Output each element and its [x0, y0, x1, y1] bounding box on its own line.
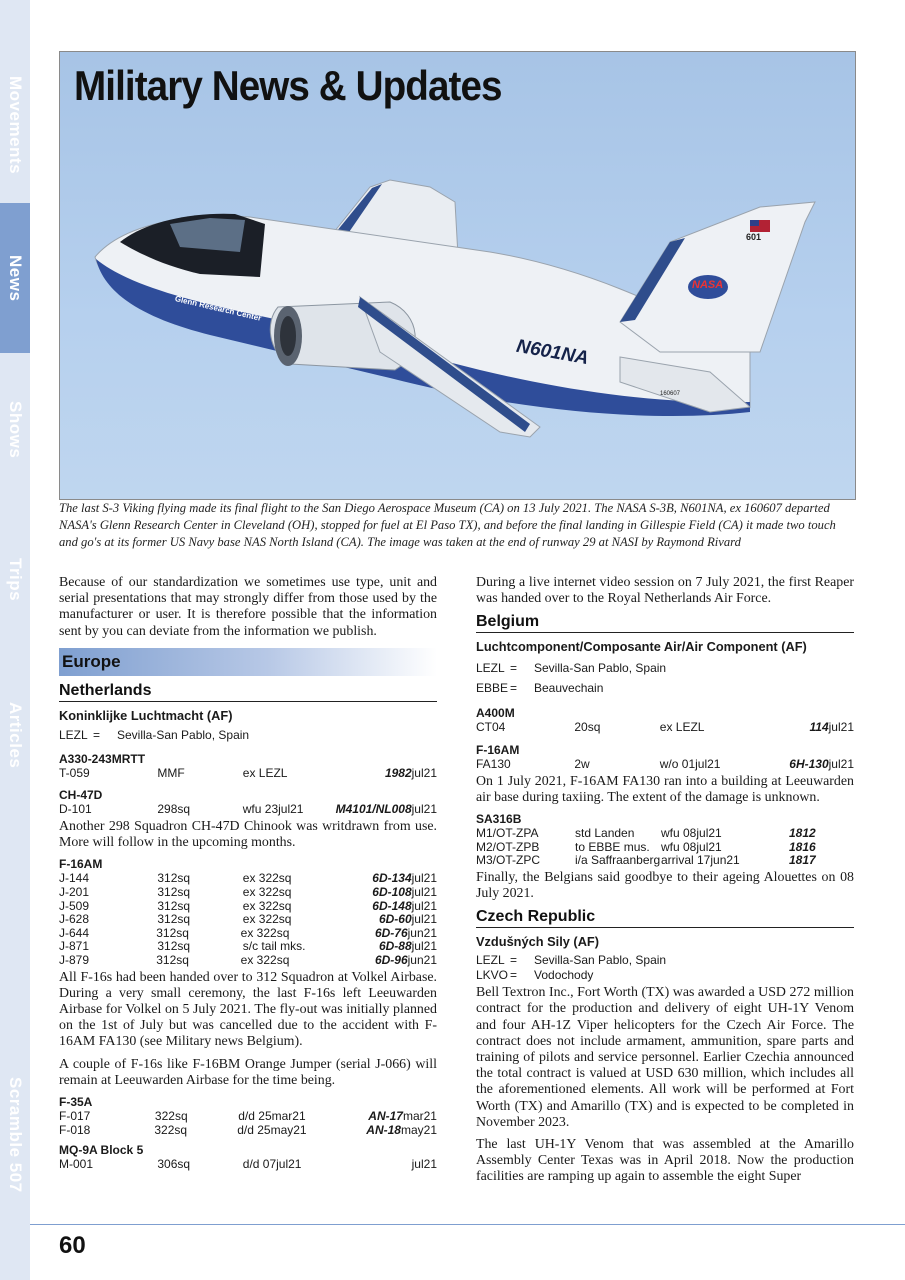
table-row: T-059 MMF ex LEZL 1982 jul21 — [59, 765, 437, 780]
code-row: LEZL = Sevilla-San Pablo, Spain — [476, 661, 667, 676]
table-row: F-017 322sq d/d 25mar21 AN-17 mar21 — [59, 1108, 437, 1123]
table-row: J-628 312sq ex 322sq 6D-60 jul21 — [59, 912, 437, 927]
page-number: 60 — [59, 1232, 86, 1259]
code-row: LEZL = Sevilla-San Pablo, Spain — [59, 727, 250, 742]
table-row: J-509 312sq ex 322sq 6D-148 jul21 — [59, 898, 437, 913]
table-row: J-201 312sq ex 322sq 6D-108 jul21 — [59, 885, 437, 899]
airfield-codes — [476, 658, 854, 698]
table-row: J-879 312sq ex 322sq 6D-96 jun21 — [59, 952, 437, 967]
page-title: Military News & Updates — [74, 62, 502, 109]
fa130-text: On 1 July 2021, F-16AM FA130 ran into a building at Leeuwarden air base during taxiing. The extent of the damage is unknown. — [476, 773, 854, 805]
type-f16am-be: F-16AM — [476, 743, 520, 757]
right-column — [476, 575, 854, 1192]
side-tab-scramble[interactable]: Scramble 507 — [6, 1077, 25, 1193]
reaper-text: During a live internet video session on 7 July 2021, the first Reaper was handed over to the Royal Netherlands Air Force. — [476, 575, 854, 607]
code-row: LEZL = Sevilla-San Pablo, Spain — [476, 953, 667, 968]
table-row: FA130 2w w/o 01jul21 6H-130 jul21 — [476, 757, 854, 771]
side-tab-movements[interactable]: Movements — [6, 75, 25, 175]
unit-name: Koninklijke Luchtmacht (AF) — [59, 707, 233, 723]
type-f35a: F-35A — [59, 1094, 93, 1109]
type-ch47: CH-47D — [59, 788, 103, 803]
side-tab-bar — [0, 0, 30, 1280]
unit-name: Vzdušných Sily (AF) — [476, 934, 600, 950]
side-tab-news[interactable]: News — [0, 203, 30, 353]
code-row: LKVO = Vodochody — [476, 968, 594, 983]
type-a330: A330-243MRTT — [59, 751, 146, 766]
left-column — [59, 575, 437, 1172]
aircraft-illustration — [60, 52, 855, 499]
airfield-codes — [476, 953, 854, 983]
table-row: J-644 312sq ex 322sq 6D-76 jun21 — [59, 925, 437, 940]
side-tab-shows[interactable]: Shows — [6, 401, 25, 459]
side-tab-articles[interactable]: Articles — [6, 701, 25, 769]
alouette-text: Finally, the Belgians said goodbye to their ageing Alouettes on 08 July 2021. — [476, 869, 854, 901]
f16-text-1: All F-16s had been handed over to 312 Squadron at Volkel Airbase. During a very small ceremony, the last F-16s left Leeuwarden Airbase for Volkel on 5 July 2021. The fly-out was initially planned on the 1st of July but was cancelled due to the accident with F-16AM FA130 (see Military news Belgium). — [59, 969, 437, 1050]
czech-text-2: The last UH-1Y Venom that was assembled at the Amarillo Assembly Center Texas was in April 2018. Now the production facilities are ramping up again to assemble the eight Super — [476, 1137, 854, 1185]
table-row: M1/OT-ZPA std Landen wfu 08jul21 1812 — [476, 826, 816, 840]
region-header-europe: Europe — [59, 648, 437, 676]
table-row: M-001 306sq d/d 07jul21 jul21 — [59, 1157, 437, 1172]
table-row: J-144 312sq ex 322sq 6D-134 jul21 — [59, 871, 437, 886]
table-row: J-871 312sq s/c tail mks. 6D-88 jul21 — [59, 939, 437, 954]
footer-divider — [30, 1224, 905, 1225]
aircraft-center-text: Glenn Research Center — [173, 294, 263, 323]
table-row: M2/OT-ZPB to EBBE mus. wfu 08jul21 1816 — [476, 839, 816, 854]
ch47-text: Another 298 Squadron CH-47D Chinook was writdrawn from use. More will follow in the upcoming months. — [59, 819, 437, 851]
table-row: M3/OT-ZPC i/a Saffraanberg arrival 17jun21 1817 — [476, 853, 816, 868]
country-czech-republic: Czech Republic — [476, 908, 854, 928]
table-row: D-101 298sq wfu 23jul21 M4101/NL008 jul21 — [59, 802, 437, 817]
table-row: CT04 20sq ex LEZL 114 jul21 — [476, 720, 854, 735]
type-sa316b: SA316B — [476, 812, 522, 826]
intro-text: Because of our standardization we sometimes use type, unit and serial presentations that may strongly differ from those used by the manufacturer or user. It is therefore possible that the information sent by you can deviate from the information we publish. — [59, 575, 437, 639]
airfield-codes — [59, 727, 437, 744]
code-row: EBBE = Beauvechain — [476, 681, 604, 696]
type-f16am: F-16AM — [59, 857, 103, 872]
side-tab-trips[interactable]: Trips — [6, 558, 25, 602]
table-row: F-018 322sq d/d 25may21 AN-18 may21 — [59, 1122, 437, 1137]
aircraft-nasa-logo: NASA — [692, 279, 724, 291]
aircraft-tail-number: 601 — [746, 232, 762, 242]
unit-name: Luchtcomponent/Composante Air/Air Component (AF) — [476, 639, 807, 655]
type-a400m: A400M — [476, 706, 515, 721]
photo-caption: The last S-3 Viking flying made its final flight to the San Diego Aerospace Museum (CA) on 13 July 2021. The NASA S-3B, N601NA, ex 160607 departed NASA's Glenn Research Center in Cleveland (OH), stopped for fuel at El Paso TX), and before the final landing in Gillespie Field (CA) it made two touch and go's at its former US Navy base NAS North Island (CA). The image was taken at the end of runway 29 at NASI by Raymond Rivard — [59, 501, 836, 549]
hero-photo — [59, 51, 856, 500]
type-mq9a: MQ-9A Block 5 — [59, 1143, 144, 1158]
aircraft-registration: N601NA — [514, 335, 591, 370]
country-belgium: Belgium — [476, 613, 854, 633]
czech-text-1: Bell Textron Inc., Fort Worth (TX) was awarded a USD 272 million contract for the production and delivery of eight UH-1Y Venom and four AH-1Z Viper helicopters for the Czech Air Force. The contract does not include armament, ammunition, spare parts and training of pilots and service personnel. Earlier Czechia announced the total contract is valued at USD 630 million, which includes all the aforementioned elements. All work will be performed at Fort Worth (TX) and Amarillo (TX) and is expected to be completed in November 2023. — [476, 985, 854, 1130]
aircraft-serial: 160607 — [660, 391, 681, 397]
country-netherlands: Netherlands — [59, 682, 437, 702]
f16-text-2: A couple of F-16s like F-16BM Orange Jumper (serial J-066) will remain at Leeuwarden Airbase for the time being. — [59, 1056, 437, 1088]
